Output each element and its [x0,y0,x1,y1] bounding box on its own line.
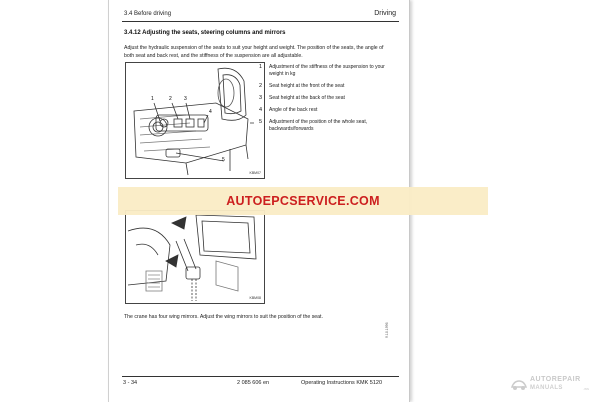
legend-text: Seat height at the front of the seat [269,83,345,89]
legend-text: Angle of the back rest [269,107,318,113]
callout-1: 1 [151,96,154,102]
side-date-code: 9.10.1996 [385,322,389,338]
footer-rule [122,376,399,377]
legend-text: Adjustment of the position of the whole seat, backwards/forwards [269,119,368,132]
corner-watermark [510,374,598,396]
car-logo-icon [510,375,528,393]
legend-text: Adjustment of the stiffness of the suspension to your weight in kg [269,64,385,77]
legend-item [259,64,389,78]
legend-item [259,83,389,90]
legend-text: Seat height at the back of the seat [269,95,345,101]
legend-number: 2 [259,83,263,89]
figure1-code: KBM07 [249,171,261,175]
header-chapter: Driving [374,10,396,17]
seat-drawing [126,63,264,178]
steering-column-figure [125,210,265,304]
intro-paragraph: Adjust the hydraulic suspension of the seats to suit your height and weight. The position of the seats, the angle of both seat and back rest, and the stiffness of the suspension are all adjustable. [124,45,384,59]
header-section: 3.4 Before driving [124,11,172,17]
footer-page-number: 3 - 34 [123,380,138,386]
watermark-banner [118,187,488,215]
callout-2: 2 [169,96,172,102]
legend-item [259,107,389,114]
legend-list [259,64,389,138]
mirrors-paragraph: The crane has four wing mirrors. Adjust the wing mirrors to suit the position of the seat. [124,314,323,320]
watermark-line2: MANUALS [530,385,563,391]
legend-item [259,119,389,133]
header-rule [122,21,399,22]
legend-number: 3 [259,95,263,101]
legend-number: 1 [259,64,263,70]
footer-title: Operating Instructions KMK 5120 [301,380,383,386]
watermark-domain: .ws [583,386,589,391]
callout-5: 5 [222,157,225,163]
footer-doc-number: 2 085 606 en [237,380,270,386]
banner-text: AUTOEPCSERVICE.COM [226,194,380,208]
callout-4: 4 [209,109,212,115]
legend-number: 5 [259,119,263,125]
seat-adjustment-figure [125,62,265,179]
legend-number: 4 [259,107,263,113]
legend-item [259,95,389,102]
callout-3: 3 [184,96,187,102]
figure2-code: KBM08 [249,296,261,300]
section-title: 3.4.12 Adjusting the seats, steering columns and mirrors [124,30,286,36]
steering-drawing [126,211,264,303]
watermark-line1: AUTOREPAIR [530,376,581,383]
